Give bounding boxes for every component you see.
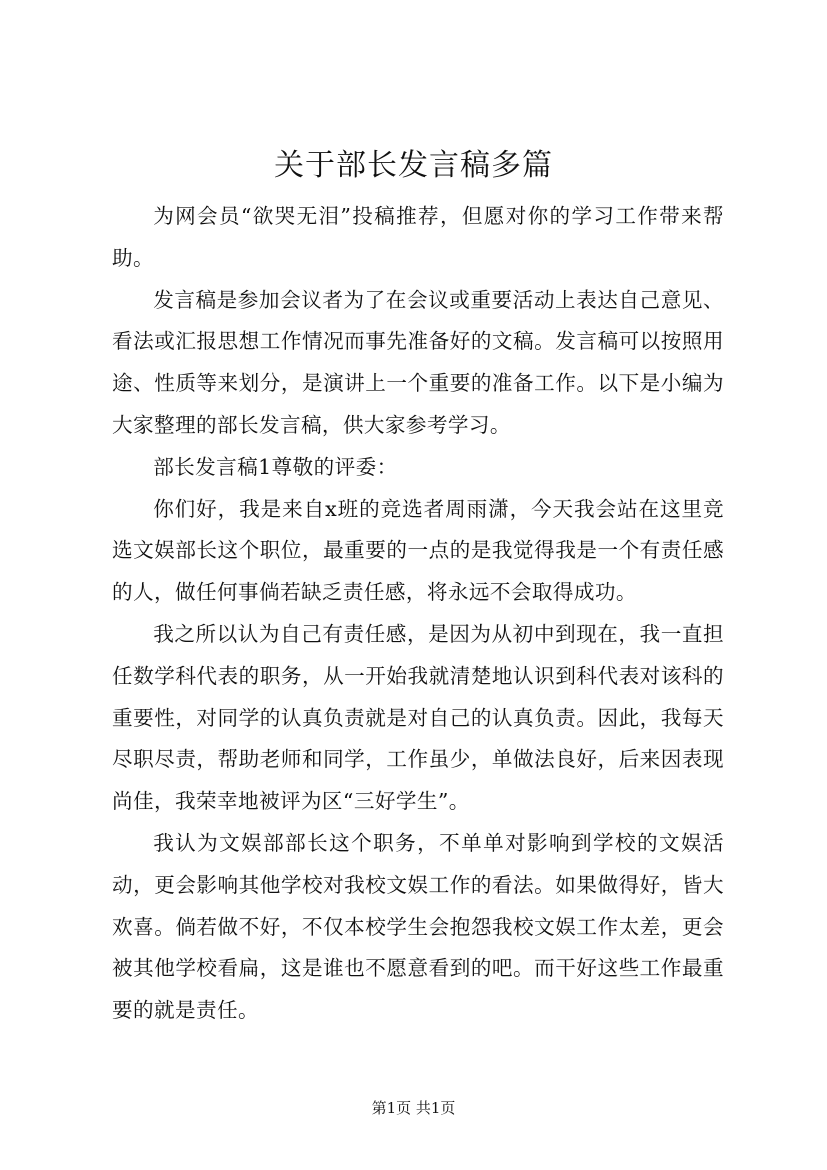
paragraph-definition: 发言稿是参加会议者为了在会议或重要活动上表达自己意见、看法或汇报思想工作情况而事先准备好的文稿。发言稿可以按照用途、性质等来划分，是演讲上一个重要的准备工作。以下是小编为大家整理的部长发言稿，供大家参考学习。 bbox=[112, 287, 724, 437]
paragraph-responsibility: 我认为文娱部部长这个职务，不单单对影响到学校的文娱活动，更会影响其他学校对我校文娱工作的看法。如果做得好，皆大欢喜。倘若做不好，不仅本校学生会抱怨我校文娱工作太差，更会被其他学校看扁，这是谁也不愿意看到的吧。而干好这些工作最重要的就是责任。 bbox=[112, 830, 724, 1023]
paragraph-self-introduction: 你们好，我是来自x班的竞选者周雨潇，今天我会站在这里竞选文娱部长这个职位，最重要的一点的是我觉得我是一个有责任感的人，做任何事倘若缺乏责任感，将永远不会取得成功。 bbox=[112, 496, 724, 605]
document-title: 关于部长发言稿多篇 bbox=[274, 148, 553, 183]
page-footer: 第1页 共1页 bbox=[371, 1099, 456, 1117]
paragraph-salutation: 部长发言稿1尊敬的评委： bbox=[153, 454, 398, 479]
paragraph-experience: 我之所以认为自己有责任感，是因为从初中到现在，我一直担任数学科代表的职务，从一开始我就清楚地认识到科代表对该科的重要性，对同学的认真负责就是对自己的认真负责。因此，我每天尽职尽责，帮助老师和同学，工作虽少，单做法良好，后来因表现尚佳，我荣幸地被评为区“三好学生”。 bbox=[112, 621, 724, 814]
document-body bbox=[112, 196, 724, 1032]
paragraph-intro: 为网会员“欲哭无泪”投稿推荐，但愿对你的学习工作带来帮助。 bbox=[112, 204, 724, 270]
